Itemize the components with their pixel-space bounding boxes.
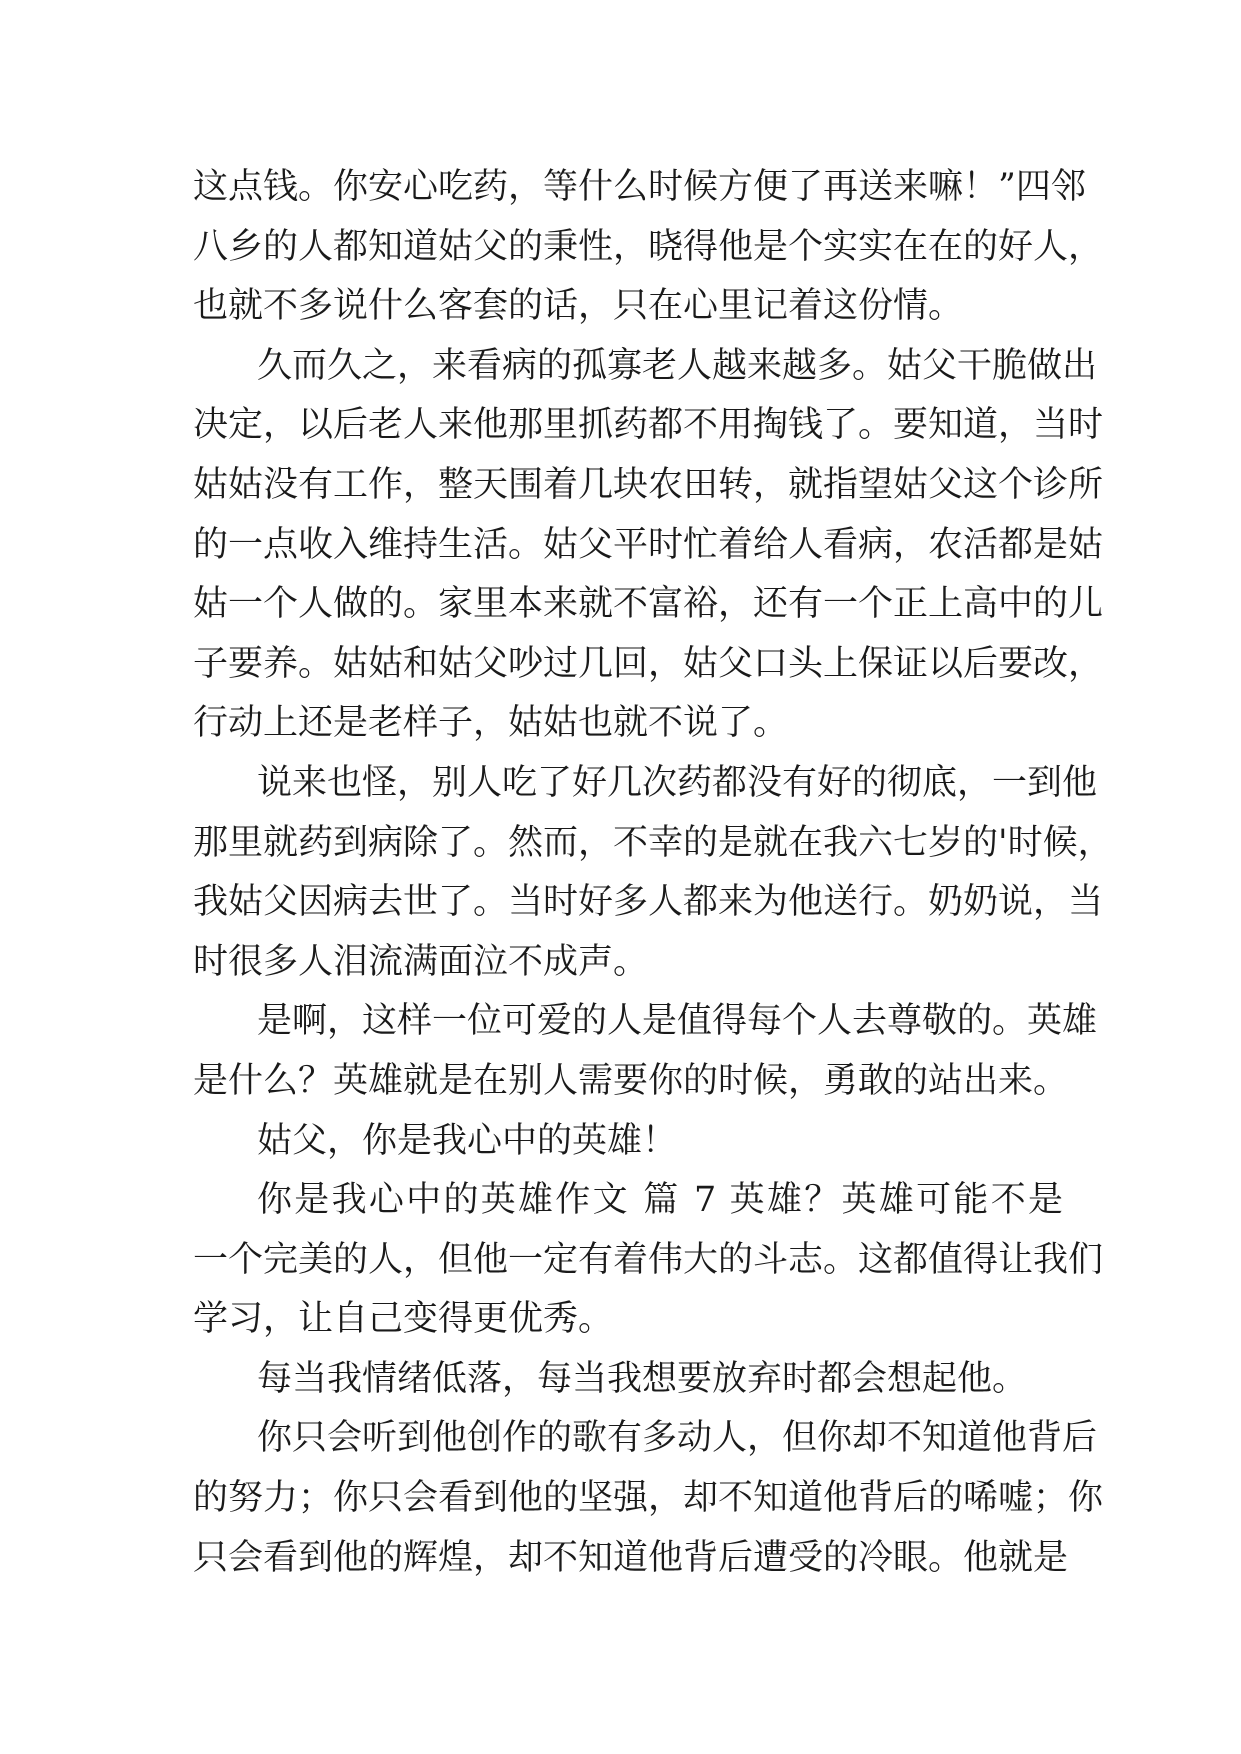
text-line: 的努力；你只会看到他的坚强，却不知道他背后的唏嘘；你: [193, 1478, 1104, 1519]
text-line: 姑父，你是我心中的英雄！: [257, 1120, 678, 1161]
text-line: 这点钱。你安心吃药，等什么时候方便了再送来嘛！”四邻: [193, 167, 1086, 207]
text-line: 说来也怪，别人吃了好几次药都没有好的彻底，一到他: [257, 762, 1098, 803]
text-line: 我姑父因病去世了。当时好多人都来为他送行。奶奶说，当: [193, 882, 1104, 923]
text-line: 行动上还是老样子，姑姑也就不说了。: [193, 703, 789, 744]
text-line: 你是我心中的英雄作文 篇 7 英雄？英雄可能不是: [257, 1180, 1063, 1221]
document-body: [193, 158, 1113, 1588]
text-line: 那里就药到病除了。然而，不幸的是就在我六七岁的'时候，: [193, 822, 1113, 863]
text-line: 是什么？英雄就是在别人需要你的时候，勇敢的站出来。: [193, 1060, 1069, 1101]
text-line: 的一点收入维持生活。姑父平时忙着给人看病，农活都是姑: [193, 524, 1104, 565]
text-line: 时很多人泪流满面泣不成声。: [193, 941, 649, 982]
text-line: 八乡的人都知道姑父的秉性，晓得他是个实实在在的好人，: [193, 226, 1104, 267]
text-line: 姑一个人做的。家里本来就不富裕，还有一个正上高中的儿: [193, 584, 1104, 625]
text-line: 学习，让自己变得更优秀。: [193, 1299, 614, 1340]
text-line: 久而久之，来看病的孤寡老人越来越多。姑父干脆做出: [257, 345, 1098, 386]
text-line: 子要养。姑姑和姑父吵过几回，姑父口头上保证以后要改，: [193, 643, 1104, 684]
text-line: 每当我情绪低落，每当我想要放弃时都会想起他。: [257, 1358, 1028, 1399]
text-line: 姑姑没有工作，整天围着几块农田转，就指望姑父这个诊所: [193, 464, 1104, 505]
text-line: 是啊，这样一位可爱的人是值得每个人去尊敬的。英雄: [257, 1001, 1098, 1042]
text-line: 只会看到他的辉煌，却不知道他背后遭受的冷眼。他就是: [193, 1537, 1069, 1578]
text-line: 你只会听到他创作的歌有多动人，但你却不知道他背后: [257, 1418, 1098, 1459]
text-line: 也就不多说什么客套的话，只在心里记着这份情。: [193, 286, 964, 327]
text-line: 一个完美的人，但他一定有着伟大的斗志。这都值得让我们: [193, 1239, 1104, 1280]
text-line: 决定，以后老人来他那里抓药都不用掏钱了。要知道，当时: [193, 405, 1104, 446]
